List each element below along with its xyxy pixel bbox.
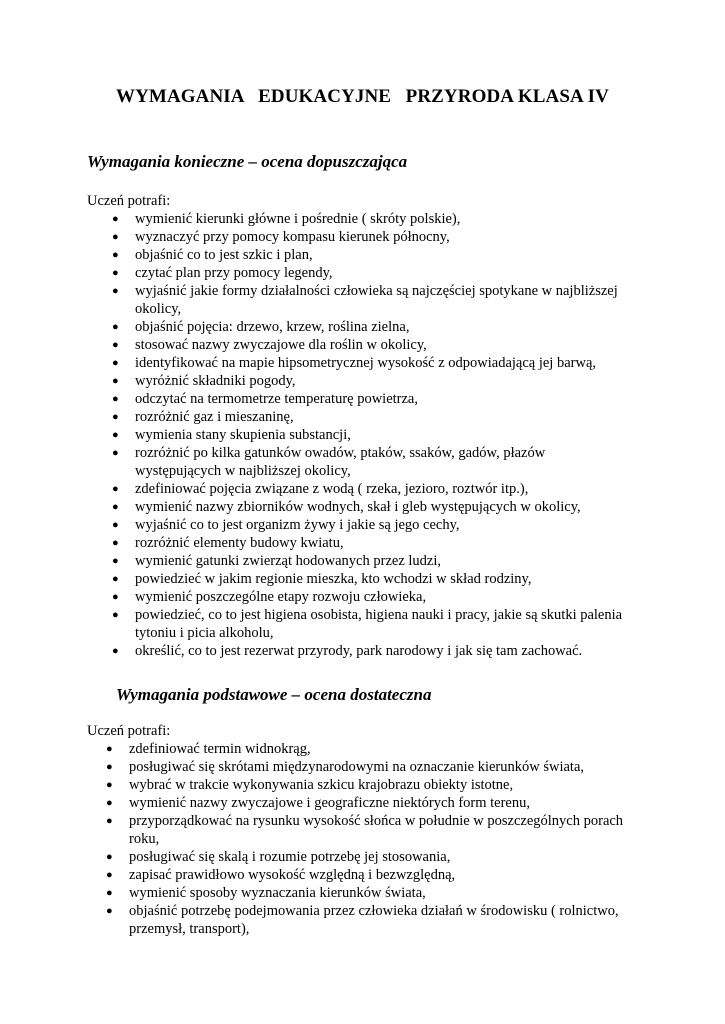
bullet-icon: ● — [112, 339, 119, 351]
list-item — [0, 606, 655, 642]
list-item-text: zdefiniować termin widnokrąg, — [129, 741, 311, 757]
list-item-text: czytać plan przy pomocy legendy, — [135, 265, 333, 281]
list-item — [0, 570, 655, 588]
list-item — [0, 812, 649, 848]
bullet-icon: ● — [112, 213, 119, 225]
list-item-text: wyznaczyć przy pomocy kompasu kierunek północny, — [135, 229, 450, 245]
list-item-text: objaśnić potrzebę podejmowania przez człowieka działań w środowisku ( rolnictwo, przemysł, transport), — [129, 903, 619, 937]
list-item-text: objaśnić co to jest szkic i plan, — [135, 247, 313, 263]
bullet-icon: ● — [112, 501, 119, 513]
bullet-icon: ● — [112, 357, 119, 369]
requirements-list — [0, 210, 725, 660]
section-basic — [0, 685, 725, 938]
bullet-icon: ● — [106, 761, 113, 773]
list-item-text: odczytać na termometrze temperaturę powietrza, — [135, 391, 418, 407]
bullet-icon: ● — [112, 537, 119, 549]
list-item — [0, 642, 655, 660]
bullet-icon: ● — [106, 779, 113, 791]
bullet-icon: ● — [112, 393, 119, 405]
list-item — [0, 228, 655, 246]
list-item-text: posługiwać się skrótami międzynarodowymi na oznaczanie kierunków świata, — [129, 759, 585, 775]
bullet-icon: ● — [112, 429, 119, 441]
bullet-icon: ● — [112, 375, 119, 387]
list-item-text: posługiwać się skalą i rozumie potrzebę jej stosowania, — [129, 849, 451, 865]
list-item — [0, 776, 649, 794]
list-item-text: rozróżnić elementy budowy kwiatu, — [135, 535, 344, 551]
bullet-icon: ● — [112, 411, 119, 423]
list-item-text: zdefiniować pojęcia związane z wodą ( rzeka, jezioro, roztwór itp.), — [135, 481, 529, 497]
bullet-icon: ● — [112, 447, 119, 459]
list-item — [0, 354, 655, 372]
list-item — [0, 534, 655, 552]
list-item — [0, 246, 655, 264]
list-item-text: zapisać prawidłowo wysokość względną i bezwzględną, — [129, 867, 456, 883]
document-title: WYMAGANIA EDUKACYJNE PRZYRODA KLASA IV — [116, 86, 609, 107]
list-item-text: określić, co to jest rezerwat przyrody, park narodowy i jak się tam zachować. — [135, 643, 583, 659]
bullet-icon: ● — [112, 609, 119, 621]
bullet-icon: ● — [112, 285, 119, 297]
bullet-icon: ● — [112, 231, 119, 243]
list-item — [0, 480, 655, 498]
section-required — [0, 152, 725, 660]
list-item-text: identyfikować na mapie hipsometrycznej wysokość z odpowiadającą jej barwą, — [135, 355, 597, 371]
bullet-icon: ● — [106, 743, 113, 755]
list-item-text: wyróżnić składniki pogody, — [135, 373, 296, 389]
list-item-text: wymienić nazwy zbiorników wodnych, skał i gleb występujących w okolicy, — [135, 499, 581, 515]
list-item-text: wymienić poszczególne etapy rozwoju człowieka, — [135, 589, 427, 605]
list-item-text: wyjaśnić co to jest organizm żywy i jakie są jego cechy, — [135, 517, 460, 533]
list-item — [0, 408, 655, 426]
list-item — [0, 372, 655, 390]
list-item-text: powiedzieć, co to jest higiena osobista, higiena nauki i pracy, jakie są skutki palenia tytoniu i picia alkoholu, — [135, 607, 623, 641]
list-item-text: powiedzieć w jakim regionie mieszka, kto wchodzi w skład rodziny, — [135, 571, 532, 587]
list-item-text: wymienia stany skupienia substancji, — [135, 427, 351, 443]
list-item-text: objaśnić pojęcia: drzewo, krzew, roślina zielna, — [135, 319, 410, 335]
bullet-icon: ● — [112, 249, 119, 261]
list-item — [0, 902, 649, 938]
list-item — [0, 588, 655, 606]
list-item — [0, 794, 649, 812]
bullet-icon: ● — [106, 851, 113, 863]
list-item — [0, 884, 649, 902]
list-item — [0, 390, 655, 408]
list-item — [0, 336, 655, 354]
list-item — [0, 740, 649, 758]
section-intro: Uczeń potrafi: — [87, 723, 171, 739]
list-item-text: rozróżnić po kilka gatunków owadów, ptaków, ssaków, gadów, płazów występujących w najbliższej okolicy, — [135, 445, 546, 479]
list-item — [0, 498, 655, 516]
bullet-icon: ● — [106, 797, 113, 809]
bullet-icon: ● — [106, 905, 113, 917]
list-item — [0, 282, 655, 318]
bullet-icon: ● — [112, 573, 119, 585]
list-item — [0, 264, 655, 282]
bullet-icon: ● — [106, 887, 113, 899]
list-item-text: wybrać w trakcie wykonywania szkicu krajobrazu obiekty istotne, — [129, 777, 514, 793]
bullet-icon: ● — [112, 267, 119, 279]
list-item-text: wymienić kierunki główne i pośrednie ( skróty polskie), — [135, 211, 461, 227]
list-item — [0, 552, 655, 570]
section-heading: Wymagania konieczne – ocena dopuszczająca — [87, 152, 408, 171]
list-item-text: przyporządkować na rysunku wysokość słońca w południe w poszczególnych porach roku, — [129, 813, 624, 847]
section-heading: Wymagania podstawowe – ocena dostateczna — [116, 685, 432, 704]
bullet-icon: ● — [112, 519, 119, 531]
list-item — [0, 444, 655, 480]
bullet-icon: ● — [112, 321, 119, 333]
bullet-icon: ● — [106, 815, 113, 827]
list-item-text: wymienić gatunki zwierząt hodowanych przez ludzi, — [135, 553, 441, 569]
bullet-icon: ● — [106, 869, 113, 881]
bullet-icon: ● — [112, 483, 119, 495]
bullet-icon: ● — [112, 591, 119, 603]
list-item-text: rozróżnić gaz i mieszaninę, — [135, 409, 294, 425]
list-item — [0, 426, 655, 444]
bullet-icon: ● — [112, 645, 119, 657]
section-intro: Uczeń potrafi: — [87, 193, 171, 209]
list-item-text: wymienić sposoby wyznaczania kierunków świata, — [129, 885, 426, 901]
bullet-icon: ● — [112, 555, 119, 567]
requirements-list — [0, 740, 725, 938]
list-item — [0, 758, 649, 776]
list-item — [0, 848, 649, 866]
list-item-text: wymienić nazwy zwyczajowe i geograficzne niektórych form terenu, — [129, 795, 530, 811]
list-item-text: stosować nazwy zwyczajowe dla roślin w okolicy, — [135, 337, 427, 353]
list-item — [0, 866, 649, 884]
list-item — [0, 516, 655, 534]
list-item — [0, 210, 655, 228]
list-item-text: wyjaśnić jakie formy działalności człowieka są najczęściej spotykane w najbliższej okolicy, — [135, 283, 618, 317]
list-item — [0, 318, 655, 336]
